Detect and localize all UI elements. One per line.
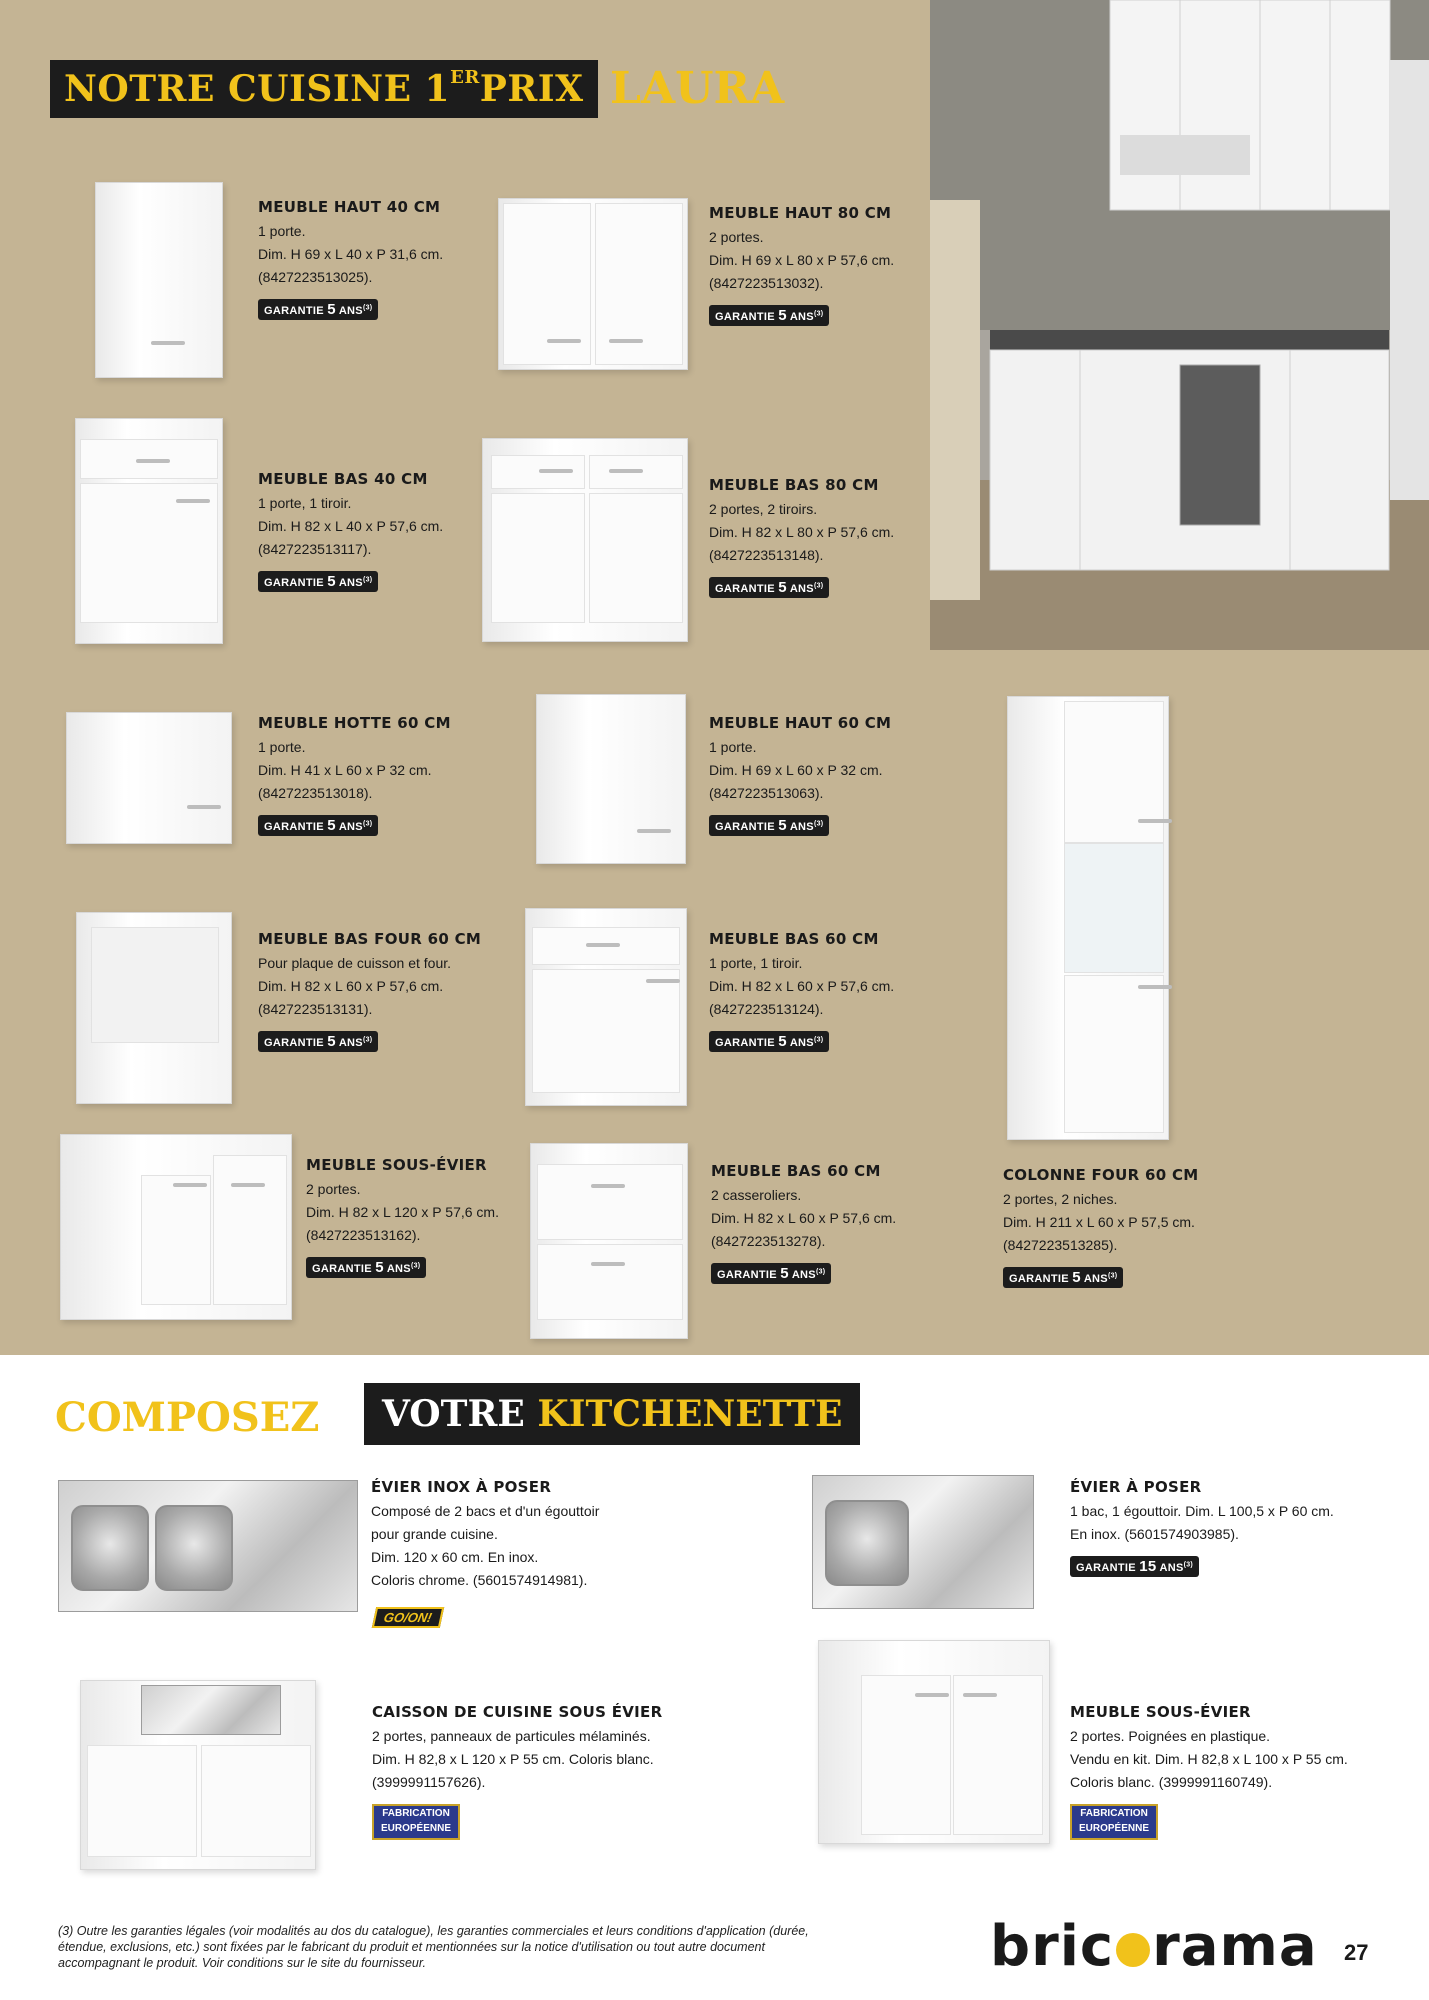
product-dimensions: Dim. H 211 x L 60 x P 57,5 cm. xyxy=(1003,1214,1195,1230)
warranty-badge-15: GARANTIE 15 ANS$^{(3)}$ xyxy=(1070,1556,1199,1577)
legal-footnote: (3) Outre les garanties légales (voir modalités au dos du catalogue), les garanties commerciales et leurs conditions d'application (durée, étendue, exclusions, etc.) sont fixées par le fabricant du produit et mentionnées sur la notice d'utilisation ou tout autre document accompagnant le produit. Voir conditions sur le site du fournisseur. xyxy=(58,1924,809,1970)
product-ean: (8427223513063). xyxy=(709,785,824,801)
product-dimensions: Dim. H 82 x L 80 x P 57,6 cm. xyxy=(709,524,895,540)
product-dimensions: Dim. H 82 x L 60 x P 57,6 cm. xyxy=(709,978,895,994)
product-line: Dim. 120 x 60 cm. En inox. xyxy=(371,1549,539,1565)
product-desc: 1 porte, 1 tiroir. xyxy=(709,955,803,971)
product-meuble-bas-40 xyxy=(258,470,558,592)
bricorama-logo: bric rama xyxy=(990,1914,1318,1979)
product-line: pour grande cuisine. xyxy=(371,1526,498,1542)
page-number: 27 xyxy=(1344,1940,1369,1965)
product-name: ÉVIER À POSER xyxy=(1070,1478,1202,1496)
product-desc: 2 portes, 2 tiroirs. xyxy=(709,501,818,517)
warranty-badge: GARANTIE 5 ANS$^{(3)}$ xyxy=(709,1031,829,1052)
logo-dot-icon xyxy=(1116,1933,1150,1967)
page-title xyxy=(50,60,598,118)
kitchenette-title-bar xyxy=(364,1383,860,1445)
product-ean: (8427223513131). xyxy=(258,1001,373,1017)
product-dimensions: Dim. H 41 x L 60 x P 32 cm. xyxy=(258,762,432,778)
cabinet-sous-evier-image xyxy=(60,1134,292,1320)
evier-inox-simple-image xyxy=(812,1475,1034,1609)
product-desc: 2 portes, 2 niches. xyxy=(1003,1191,1118,1207)
cabinet-haut-60-image xyxy=(536,694,686,864)
product-name: MEUBLE HAUT 60 CM xyxy=(709,714,892,732)
kitchenette-title-yellow: KITCHENETTE xyxy=(537,1393,843,1435)
fabrication-europeenne-badge: FABRICATION EUROPÉENNE xyxy=(1070,1804,1158,1840)
product-ean: (8427223513018). xyxy=(258,785,373,801)
product-name: MEUBLE BAS 80 CM xyxy=(709,476,879,494)
warranty-badge: GARANTIE 5 ANS$^{(3)}$ xyxy=(258,815,378,836)
product-desc: 1 porte. xyxy=(258,223,306,239)
product-name: ÉVIER INOX À POSER xyxy=(371,1478,552,1496)
warranty-badge: GARANTIE 5 ANS$^{(3)}$ xyxy=(709,815,829,836)
product-ean: (8427223513285). xyxy=(1003,1237,1118,1253)
product-dimensions: Dim. H 69 x L 60 x P 32 cm. xyxy=(709,762,883,778)
product-name: CAISSON DE CUISINE SOUS ÉVIER xyxy=(372,1703,663,1721)
kitchenette-meuble-sous-evier xyxy=(1070,1703,1410,1794)
product-line: (3999991157626). xyxy=(372,1774,486,1790)
product-name: MEUBLE BAS 40 CM xyxy=(258,470,428,488)
kitchenette-evier-a-poser xyxy=(1070,1478,1410,1577)
product-dimensions: Dim. H 69 x L 40 x P 31,6 cm. xyxy=(258,246,444,262)
product-ean: (8427223513025). xyxy=(258,269,373,285)
title-part1: NOTRE CUISINE 1 xyxy=(64,68,451,110)
product-line: Vendu en kit. Dim. H 82,8 x L 100 x P 55 cm. xyxy=(1070,1751,1348,1767)
warranty-badge: GARANTIE 5 ANS$^{(3)}$ xyxy=(711,1263,831,1284)
product-name: MEUBLE HOTTE 60 CM xyxy=(258,714,451,732)
product-line: Composé de 2 bacs et d'un égouttoir xyxy=(371,1503,600,1519)
product-line: 1 bac, 1 égouttoir. Dim. L 100,5 x P 60 cm. xyxy=(1070,1503,1334,1519)
product-dimensions: Dim. H 82 x L 120 x P 57,6 cm. xyxy=(306,1204,499,1220)
kitchenette-caisson-sous-evier xyxy=(372,1703,752,1794)
product-ean: (8427223513032). xyxy=(709,275,824,291)
kitchenette-title-white: VOTRE xyxy=(382,1393,525,1435)
product-dimensions: Dim. H 69 x L 80 x P 57,6 cm. xyxy=(709,252,895,268)
goon-logo: GO/ON! xyxy=(372,1607,444,1628)
product-ean: (8427223513162). xyxy=(306,1227,421,1243)
product-name: MEUBLE HAUT 40 CM xyxy=(258,198,441,216)
cabinet-hotte-60-image xyxy=(66,712,232,844)
product-meuble-haut-60 xyxy=(709,714,1009,836)
product-name: MEUBLE SOUS-ÉVIER xyxy=(306,1156,487,1174)
product-name: MEUBLE HAUT 80 CM xyxy=(709,204,892,222)
title-part2: PRIX xyxy=(479,68,584,110)
product-name: MEUBLE SOUS-ÉVIER xyxy=(1070,1703,1251,1721)
product-name: MEUBLE BAS 60 CM xyxy=(711,1162,881,1180)
cabinet-bas-40-image xyxy=(75,418,223,644)
product-meuble-hotte-60 xyxy=(258,714,558,836)
product-dimensions: Dim. H 82 x L 60 x P 57,6 cm. xyxy=(258,978,444,994)
cabinet-bas-four-image xyxy=(76,912,232,1104)
product-ean: (8427223513148). xyxy=(709,547,824,563)
product-line: 2 portes. Poignées en plastique. xyxy=(1070,1728,1271,1744)
product-ean: (8427223513117). xyxy=(258,541,372,557)
product-meuble-haut-80 xyxy=(709,204,1009,326)
warranty-badge: GARANTIE 5 ANS$^{(3)}$ xyxy=(258,299,378,320)
evier-inox-double-image xyxy=(58,1480,358,1612)
product-desc: 1 porte. xyxy=(258,739,306,755)
fabrication-europeenne-badge: FABRICATION EUROPÉENNE xyxy=(372,1804,460,1840)
product-meuble-haut-40 xyxy=(258,198,558,320)
kitchenette-title-left: COMPOSEZ xyxy=(55,1394,320,1441)
product-name: MEUBLE BAS FOUR 60 CM xyxy=(258,930,482,948)
product-line: Coloris chrome. (5601574914981). xyxy=(371,1572,588,1588)
product-dimensions: Dim. H 82 x L 40 x P 57,6 cm. xyxy=(258,518,444,534)
product-ean: (8427223513124). xyxy=(709,1001,824,1017)
product-meuble-bas-60-tiroir xyxy=(709,930,1009,1052)
product-meuble-bas-80 xyxy=(709,476,1009,598)
warranty-badge: GARANTIE 5 ANS$^{(3)}$ xyxy=(1003,1267,1123,1288)
product-desc: 1 porte, 1 tiroir. xyxy=(258,495,352,511)
product-meuble-sous-evier xyxy=(306,1156,606,1278)
product-line: 2 portes, panneaux de particules mélaminés. xyxy=(372,1728,651,1744)
colonne-four-image xyxy=(1007,696,1169,1140)
title-superscript: ER xyxy=(450,67,480,88)
warranty-badge: GARANTIE 5 ANS$^{(3)}$ xyxy=(709,577,829,598)
warranty-badge: GARANTIE 5 ANS$^{(3)}$ xyxy=(258,1031,378,1052)
product-name: COLONNE FOUR 60 CM xyxy=(1003,1166,1199,1184)
product-desc: 2 casseroliers. xyxy=(711,1187,802,1203)
warranty-badge: GARANTIE 5 ANS$^{(3)}$ xyxy=(258,571,378,592)
product-meuble-bas-four-60 xyxy=(258,930,558,1052)
title-highlight: LAURA xyxy=(610,63,785,114)
product-name: MEUBLE BAS 60 CM xyxy=(709,930,879,948)
product-desc: 1 porte. xyxy=(709,739,757,755)
product-line: Dim. H 82,8 x L 120 x P 55 cm. Coloris blanc. xyxy=(372,1751,654,1767)
product-desc: 2 portes. xyxy=(709,229,764,245)
cabinet-haut-40-image xyxy=(95,182,223,378)
product-ean: (8427223513278). xyxy=(711,1233,826,1249)
product-colonne-four-60 xyxy=(1003,1166,1303,1288)
product-meuble-bas-60-casseroliers xyxy=(711,1162,1011,1284)
kitchenette-evier-inox xyxy=(371,1478,731,1592)
product-line: En inox. (5601574903985). xyxy=(1070,1526,1239,1542)
product-dimensions: Dim. H 82 x L 60 x P 57,6 cm. xyxy=(711,1210,897,1226)
meuble-sous-evier-kit-image xyxy=(818,1640,1050,1844)
product-desc: Pour plaque de cuisson et four. xyxy=(258,955,452,971)
warranty-badge: GARANTIE 5 ANS$^{(3)}$ xyxy=(306,1257,426,1278)
caisson-sous-evier-image xyxy=(80,1680,316,1870)
product-desc: 2 portes. xyxy=(306,1181,361,1197)
warranty-badge: GARANTIE 5 ANS$^{(3)}$ xyxy=(709,305,829,326)
product-line: Coloris blanc. (3999991160749). xyxy=(1070,1774,1273,1790)
